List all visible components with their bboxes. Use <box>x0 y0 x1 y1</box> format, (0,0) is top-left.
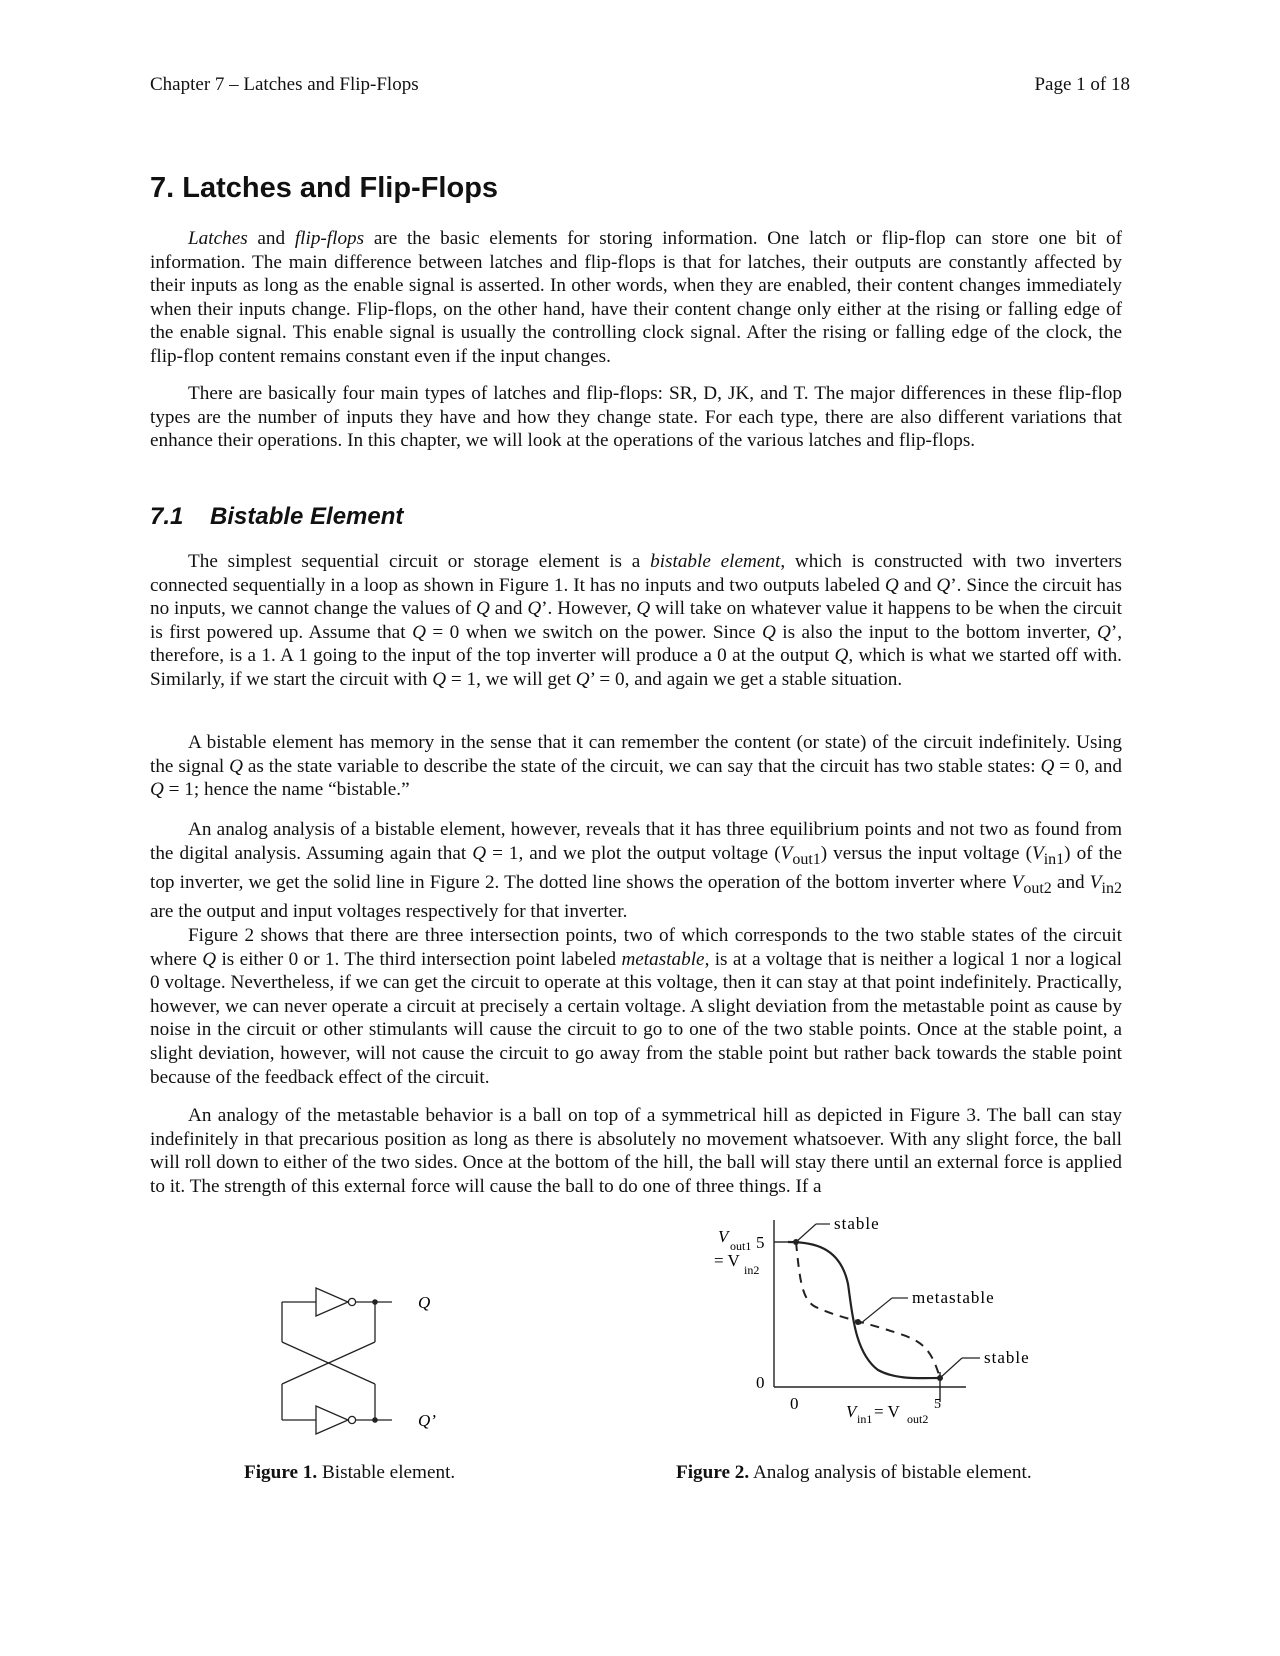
header-page-number: Page 1 of 18 <box>1034 74 1130 95</box>
var-v: V <box>1031 842 1044 864</box>
text-run: , which is what we started off with. Similarly, if we start the circuit with <box>150 645 1122 690</box>
text-run: ) versus the input voltage ( <box>820 842 1032 864</box>
text-run: = 1; hence the name “bistable.” <box>163 779 410 801</box>
paragraph-memory <box>150 731 1122 802</box>
figure2-caption <box>676 1462 1032 1484</box>
label-metastable: metastable <box>912 1288 995 1307</box>
subscript: in2 <box>1101 879 1122 897</box>
text-run: An analog analysis of a bistable element, however, reveals that it has three equilibrium points and not two as found from the digital analysis. Assuming again that <box>150 819 1122 864</box>
var-q: Q <box>150 779 164 801</box>
text-run: will take on whatever value it happens to be when the circuit is first powered up. Assume that <box>150 598 1122 643</box>
term-latches: Latches <box>188 228 248 249</box>
text-run: and <box>1051 872 1090 894</box>
subscript: out1 <box>792 850 821 868</box>
point-metastable <box>855 1319 861 1325</box>
text-run: = 1, and we plot the output voltage ( <box>486 842 781 864</box>
x-axis-label-v: V <box>846 1402 857 1421</box>
paragraph-analog <box>150 818 1122 924</box>
text-run: and <box>247 228 295 249</box>
x-axis-label-eq-sub: out2 <box>907 1412 929 1426</box>
text-run: , which is constructed with two inverters connected sequentially in a loop as shown in Figure 1. It has no inputs and two outputs labeled <box>150 551 1123 596</box>
var-q: Q <box>472 842 487 864</box>
text-run: , is at a voltage that is neither a logical 1 nor a logical 0 voltage. Nevertheless, if we can get the circuit to operate at this voltage, then it can stay at that point indefinitely. Practically, however, we can never operate a circuit at precisely a certain voltage. A slight deviation from the metastable point as cause by noise in the circuit or other stimulants will cause the circuit to go to one of the two stable points. Once at the stable point, a slight deviation, however, will not cause the circuit to go away from the stable point but rather back towards the stable point because of the feedback effect of the circuit. <box>150 948 1123 1088</box>
header-chapter: Chapter 7 – Latches and Flip-Flops <box>150 74 419 95</box>
label-stable-top: stable <box>834 1214 880 1233</box>
var-q: Q <box>229 755 243 777</box>
y-axis-label-v: V <box>718 1227 729 1246</box>
text-run: as the state variable to describe the state of the circuit, we can say that the circuit has two stable states: <box>242 755 1041 777</box>
text-run: and <box>489 598 528 620</box>
section-number: 7.1 <box>150 503 184 530</box>
text-run: = 0, and <box>1054 755 1122 777</box>
var-q: Q <box>834 645 849 667</box>
figure1-bistable-circuit <box>270 1284 460 1454</box>
y-tick-5: 5 <box>756 1233 765 1252</box>
text-run: ’ = 0, and again we get a stable situation. <box>589 668 903 690</box>
text-run: is also the input to the bottom inverter, <box>775 621 1097 643</box>
y-tick-0: 0 <box>756 1373 765 1392</box>
var-q: Q <box>202 948 217 970</box>
var-q: Q <box>432 668 447 690</box>
subscript: out2 <box>1023 879 1052 897</box>
x-axis-label-sub: in1 <box>857 1412 873 1426</box>
var-q: Q <box>884 574 899 596</box>
text-run: = 1, we will get <box>446 668 576 690</box>
text-run: A bistable element has memory in the sense that it can remember the content (or state) of the circuit indefinitely. Using the signal <box>150 732 1122 777</box>
chapter-title: 7. Latches and Flip-Flops <box>150 172 499 204</box>
var-q: Q <box>1040 755 1055 777</box>
section-heading <box>150 503 403 531</box>
text-run: ’. However, <box>541 598 637 620</box>
var-v: V <box>780 842 793 864</box>
figure1-caption <box>244 1462 455 1484</box>
var-q: Q <box>527 598 542 620</box>
paragraph-analogy: An analogy of the metastable behavior is a ball on top of a symmetrical hill as depicted in Figure 3. The ball can stay indefinitely in that precarious position as long as there is absolutely no movement whatsoever. With any slight force, the ball will roll down to either of the two sides. Once at the bottom of the hill, the ball will stay there until an external force is applied to it. The strength of this external force will cause the ball to do one of three things. If a <box>150 1105 1122 1197</box>
term-bistable-element: bistable element <box>650 551 781 572</box>
var-q: Q <box>575 668 590 690</box>
text-run: Figure 2 shows that there are three intersection points, two of which corresponds to the two stable states of the circuit where <box>150 925 1122 970</box>
x-tick-5: 5 <box>934 1397 941 1412</box>
figure2-analog-plot <box>700 1212 1060 1452</box>
point-stable-top <box>793 1239 799 1245</box>
y-axis-label-sub: out1 <box>730 1239 752 1253</box>
var-q: Q <box>412 621 426 643</box>
text-run: ’. Since the circuit has no inputs, we cannot change the values of <box>150 574 1122 620</box>
text-run: The simplest sequential circuit or storage element is a <box>188 551 651 572</box>
label-q: Q <box>418 1293 431 1312</box>
text-run: ’, therefore, is a 1. A 1 going to the input of the top inverter will produce a 0 at the output <box>150 621 1123 667</box>
term-metastable: metastable <box>621 948 705 970</box>
text-run: ) of the top inverter, we get the solid line in Figure 2. The dotted line shows the operation of the bottom inverter where <box>150 842 1122 894</box>
paragraph-intro <box>150 227 1122 369</box>
var-q: Q <box>936 574 951 596</box>
var-q: Q <box>636 598 651 620</box>
y-axis-label-eq-sub: in2 <box>744 1263 760 1277</box>
paragraph-types: There are basically four main types of latches and flip-flops: SR, D, JK, and T. The major differences in these flip-flop types are the number of inputs they have and how they change state. For each type, there are also different variations that enhance their operations. In this chapter, we will look at the operations of the various latches and flip-flops. <box>150 383 1122 452</box>
var-q: Q <box>1096 621 1111 643</box>
var-q: Q <box>476 598 490 620</box>
page-header <box>150 74 1130 100</box>
caption-label: Figure 2. <box>676 1462 750 1483</box>
label-q-prime: Q’ <box>418 1411 436 1430</box>
y-axis-label-eq: = V <box>714 1251 740 1270</box>
label-stable-bottom: stable <box>984 1348 1030 1367</box>
var-q: Q <box>761 621 776 643</box>
section-title: Bistable Element <box>210 503 404 530</box>
var-v: V <box>1089 872 1102 894</box>
text-run: are the basic elements for storing information. One latch or flip-flop can store one bit of information. The main difference between latches and flip-flops is that for latches, their outputs are constantly affected by their inputs as long as the enable signal is asserted. In other words, when they are enabled, their content changes immediately when their inputs change. Flip-flops, on the other hand, have their content change only either at the rising or falling edge of the enable signal. This enable signal is usually the controlling clock signal. After the rising or falling edge of the clock, the flip-flop content remains constant even if the input changes. <box>150 228 1122 367</box>
x-axis-label-eq: = V <box>874 1402 900 1421</box>
term-flip-flops: flip-flops <box>294 228 365 249</box>
point-stable-bottom <box>937 1375 943 1381</box>
caption-text: Bistable element. <box>317 1462 456 1483</box>
subscript: in1 <box>1043 850 1065 868</box>
text-run: and <box>898 574 937 596</box>
x-tick-0: 0 <box>790 1394 799 1413</box>
text-run: are the output and input voltages respectively for that inverter. <box>150 901 628 923</box>
text-run: = 0 when we switch on the power. Since <box>425 621 762 643</box>
caption-text: Analog analysis of bistable element. <box>749 1462 1032 1483</box>
paragraph-intersections <box>150 924 1122 1089</box>
paragraph-bistable <box>150 550 1122 692</box>
text-run: is either 0 or 1. The third intersection point labeled <box>216 948 622 970</box>
var-v: V <box>1011 872 1024 894</box>
caption-label: Figure 1. <box>244 1462 318 1483</box>
